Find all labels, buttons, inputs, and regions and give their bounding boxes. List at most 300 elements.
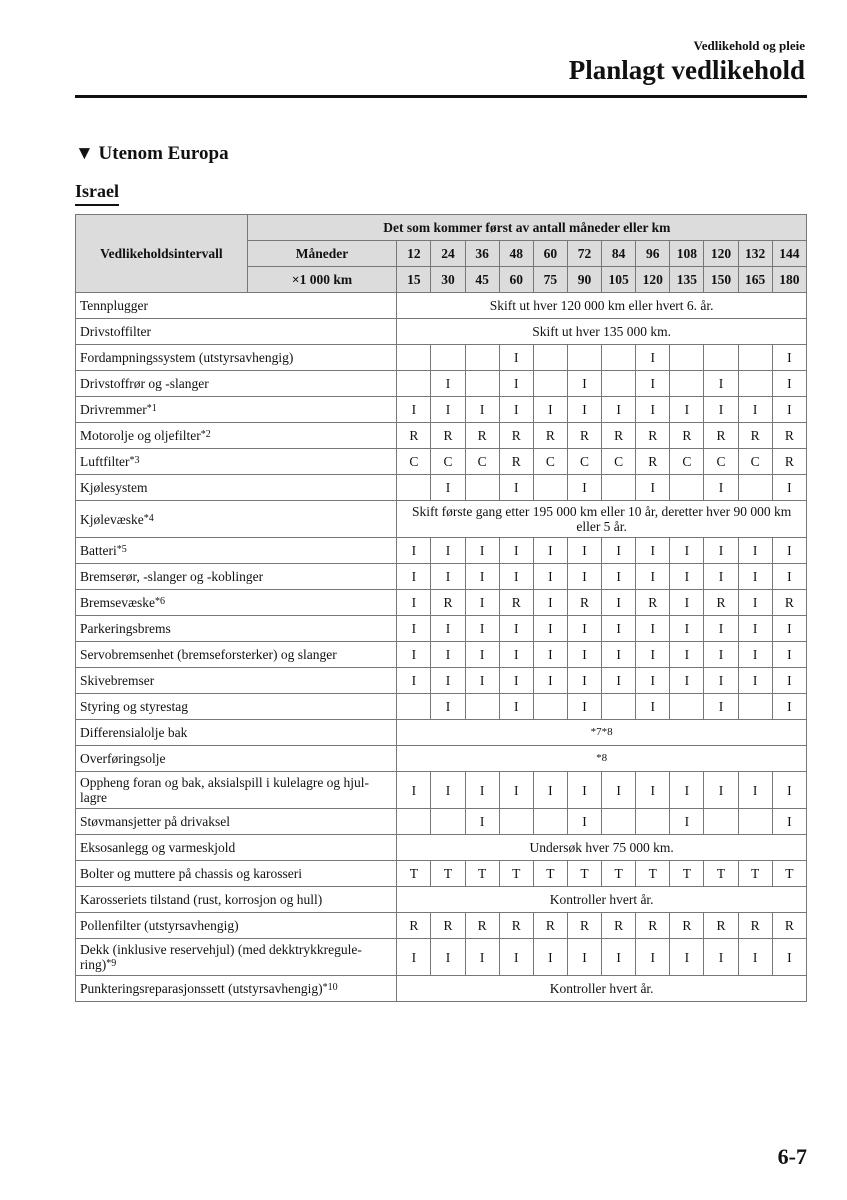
interval-cell: C	[670, 449, 704, 475]
interval-cell: I	[533, 590, 567, 616]
table-row	[76, 720, 807, 746]
interval-cell: I	[567, 397, 601, 423]
interval-cell	[738, 345, 772, 371]
interval-cell: T	[533, 861, 567, 887]
interval-header: Vedlikeholdsintervall	[76, 215, 248, 293]
item-name: Bremserør, -slanger og -koblinger	[80, 569, 264, 584]
interval-cell	[533, 371, 567, 397]
interval-cell: I	[636, 642, 670, 668]
interval-cell: I	[704, 772, 738, 809]
interval-cell: I	[431, 616, 465, 642]
interval-cell: I	[533, 538, 567, 564]
item-name-cell	[76, 371, 397, 397]
interval-cell: R	[567, 590, 601, 616]
interval-cell: T	[738, 861, 772, 887]
item-name-cell	[76, 616, 397, 642]
footnote-ref: *2	[200, 429, 211, 440]
interval-cell: I	[499, 397, 533, 423]
interval-cell: R	[636, 423, 670, 449]
interval-cell: I	[704, 475, 738, 501]
interval-cell	[465, 371, 499, 397]
interval-cell: I	[431, 642, 465, 668]
maintenance-table	[75, 214, 807, 1002]
table-row	[76, 642, 807, 668]
interval-cell: I	[567, 371, 601, 397]
interval-cell: I	[670, 668, 704, 694]
interval-cell	[397, 345, 431, 371]
table-body	[76, 293, 807, 1002]
interval-cell: I	[431, 694, 465, 720]
interval-cell: T	[465, 861, 499, 887]
interval-cell: R	[431, 913, 465, 939]
months-label: Måneder	[247, 241, 397, 267]
interval-cell: R	[636, 449, 670, 475]
table-row	[76, 835, 807, 861]
month-header: 24	[431, 241, 465, 267]
interval-cell: I	[397, 590, 431, 616]
interval-cell: I	[772, 538, 806, 564]
item-name-cell	[76, 475, 397, 501]
interval-cell: I	[431, 397, 465, 423]
interval-cell: T	[567, 861, 601, 887]
interval-cell	[567, 345, 601, 371]
interval-cell	[465, 345, 499, 371]
interval-cell: R	[465, 913, 499, 939]
table-row	[76, 371, 807, 397]
table-row	[76, 397, 807, 423]
item-name-cell	[76, 809, 397, 835]
interval-cell: I	[431, 939, 465, 976]
interval-cell: I	[533, 772, 567, 809]
interval-cell	[738, 694, 772, 720]
item-name: Fordampningssystem (utstyrsavhengig)	[80, 350, 294, 365]
interval-cell: R	[738, 913, 772, 939]
interval-cell: T	[670, 861, 704, 887]
month-header: 120	[704, 241, 738, 267]
interval-cell: I	[499, 345, 533, 371]
interval-cell: I	[670, 564, 704, 590]
interval-cell: R	[397, 423, 431, 449]
item-name: Kjølesystem	[80, 480, 148, 495]
item-name-cell	[76, 976, 397, 1002]
interval-cell	[465, 694, 499, 720]
interval-cell	[602, 371, 636, 397]
km-header: 60	[499, 267, 533, 293]
interval-cell: I	[465, 642, 499, 668]
interval-cell: C	[431, 449, 465, 475]
interval-cell: I	[704, 694, 738, 720]
span-instruction: Kontroller hvert år.	[397, 976, 807, 1002]
span-instruction: Skift ut hver 120 000 km eller hvert 6. år.	[397, 293, 807, 319]
running-header-section: Vedlikehold og pleie	[693, 38, 805, 53]
interval-cell: I	[772, 397, 806, 423]
item-name-cell	[76, 668, 397, 694]
km-header: 180	[772, 267, 806, 293]
item-name-cell	[76, 694, 397, 720]
interval-cell: I	[738, 397, 772, 423]
item-name-cell	[76, 564, 397, 590]
interval-cell: I	[431, 564, 465, 590]
interval-cell: I	[636, 616, 670, 642]
interval-cell: I	[636, 668, 670, 694]
footnote-ref: *5	[116, 544, 127, 555]
footnote-ref: *3	[129, 455, 140, 466]
interval-cell: I	[397, 642, 431, 668]
item-name-cell	[76, 772, 397, 809]
item-name: Drivstoffrør og -slanger	[80, 376, 209, 391]
interval-cell: I	[397, 616, 431, 642]
interval-cell: I	[602, 642, 636, 668]
table-row	[76, 538, 807, 564]
item-name: Pollenfilter (utstyrsavhengig)	[80, 918, 239, 933]
item-name: Støvmansjetter på drivaksel	[80, 814, 230, 829]
interval-cell: C	[533, 449, 567, 475]
interval-cell: I	[772, 809, 806, 835]
table-row	[76, 939, 807, 976]
interval-cell	[602, 475, 636, 501]
interval-cell: I	[567, 475, 601, 501]
month-header: 72	[567, 241, 601, 267]
interval-cell: I	[397, 772, 431, 809]
interval-cell: R	[431, 423, 465, 449]
table-row	[76, 887, 807, 913]
interval-cell: I	[431, 371, 465, 397]
interval-cell: I	[499, 371, 533, 397]
item-name-cell	[76, 939, 397, 976]
table-row	[76, 449, 807, 475]
interval-cell: I	[738, 642, 772, 668]
item-name-cell	[76, 293, 397, 319]
header-rule	[75, 95, 807, 98]
span-instruction: Undersøk hver 75 000 km.	[397, 835, 807, 861]
interval-cell: I	[636, 345, 670, 371]
km-header: 90	[567, 267, 601, 293]
interval-cell: I	[704, 371, 738, 397]
interval-cell: C	[465, 449, 499, 475]
interval-cell: I	[499, 668, 533, 694]
interval-cell: I	[670, 590, 704, 616]
item-name-cell	[76, 642, 397, 668]
item-name: Punkteringsreparasjonssett (utstyrsavhengig)	[80, 981, 323, 996]
interval-cell: I	[636, 694, 670, 720]
item-name: Skivebremser	[80, 673, 155, 688]
interval-cell: I	[670, 538, 704, 564]
item-name: Bolter og muttere på chassis og karosseri	[80, 866, 302, 881]
interval-cell: I	[772, 345, 806, 371]
interval-cell: I	[465, 397, 499, 423]
table-row	[76, 861, 807, 887]
interval-cell	[397, 475, 431, 501]
interval-cell: I	[704, 642, 738, 668]
interval-cell: I	[465, 616, 499, 642]
item-name: Tennplugger	[80, 298, 149, 313]
interval-cell: R	[602, 913, 636, 939]
interval-cell: C	[567, 449, 601, 475]
interval-cell: I	[465, 772, 499, 809]
interval-cell: I	[499, 475, 533, 501]
interval-cell	[397, 371, 431, 397]
month-header: 132	[738, 241, 772, 267]
interval-cell	[533, 345, 567, 371]
interval-cell: I	[499, 538, 533, 564]
interval-cell: I	[738, 668, 772, 694]
month-header: 12	[397, 241, 431, 267]
interval-cell: I	[533, 564, 567, 590]
interval-cell	[397, 694, 431, 720]
interval-cell: I	[397, 538, 431, 564]
interval-cell: I	[567, 642, 601, 668]
interval-cell: I	[567, 772, 601, 809]
km-header: 15	[397, 267, 431, 293]
interval-cell: I	[636, 939, 670, 976]
interval-cell	[602, 694, 636, 720]
interval-cell: I	[567, 809, 601, 835]
month-header: 60	[533, 241, 567, 267]
interval-cell: R	[704, 423, 738, 449]
interval-cell: I	[772, 564, 806, 590]
interval-cell: I	[738, 590, 772, 616]
footnote-note: *7*8	[397, 720, 807, 746]
footnote-ref: *9	[106, 958, 117, 969]
interval-cell: I	[431, 772, 465, 809]
table-row	[76, 976, 807, 1002]
interval-cell: I	[397, 939, 431, 976]
interval-cell: I	[636, 772, 670, 809]
interval-cell: I	[636, 371, 670, 397]
top-header: Det som kommer først av antall måneder eller km	[247, 215, 806, 241]
interval-cell: T	[431, 861, 465, 887]
table-row	[76, 423, 807, 449]
page-title: Planlagt vedlikehold	[568, 55, 805, 85]
interval-cell: I	[465, 564, 499, 590]
interval-cell: I	[670, 809, 704, 835]
interval-cell: I	[533, 642, 567, 668]
interval-cell: C	[704, 449, 738, 475]
interval-cell: I	[636, 564, 670, 590]
interval-cell	[602, 345, 636, 371]
item-name: Overføringsolje	[80, 751, 166, 766]
span-instruction: Skift ut hver 135 000 km.	[397, 319, 807, 345]
month-header: 36	[465, 241, 499, 267]
item-name: Luftfilter	[80, 454, 130, 469]
month-header: 144	[772, 241, 806, 267]
interval-cell: R	[704, 913, 738, 939]
interval-cell: I	[397, 564, 431, 590]
interval-cell	[431, 345, 465, 371]
interval-cell: R	[499, 423, 533, 449]
km-header: 75	[533, 267, 567, 293]
interval-cell	[738, 809, 772, 835]
section-title: ▼ Utenom Europa	[75, 143, 229, 164]
item-name: Drivremmer	[80, 402, 147, 417]
interval-cell: I	[397, 668, 431, 694]
month-header: 108	[670, 241, 704, 267]
table-row	[76, 564, 807, 590]
interval-cell: R	[772, 590, 806, 616]
interval-cell: R	[397, 913, 431, 939]
item-name-cell	[76, 397, 397, 423]
interval-cell: I	[499, 772, 533, 809]
interval-cell: C	[602, 449, 636, 475]
interval-cell: I	[738, 564, 772, 590]
interval-cell: R	[567, 423, 601, 449]
interval-cell	[431, 809, 465, 835]
interval-cell: R	[499, 913, 533, 939]
subsection-title: Israel	[75, 181, 119, 206]
km-header: 105	[602, 267, 636, 293]
interval-cell: I	[670, 772, 704, 809]
interval-cell: I	[602, 564, 636, 590]
interval-cell: I	[465, 809, 499, 835]
interval-cell: I	[567, 939, 601, 976]
interval-cell: R	[670, 423, 704, 449]
interval-cell: I	[602, 397, 636, 423]
item-name: Oppheng foran og bak, aksialspill i kulelagre og hjul-lagre	[80, 775, 370, 805]
km-header: 150	[704, 267, 738, 293]
interval-cell: R	[636, 590, 670, 616]
table-row	[76, 772, 807, 809]
interval-cell	[670, 475, 704, 501]
interval-cell: I	[704, 538, 738, 564]
interval-cell: T	[772, 861, 806, 887]
interval-cell: I	[499, 616, 533, 642]
interval-cell: R	[772, 449, 806, 475]
interval-cell: I	[431, 668, 465, 694]
footnote-ref: *10	[322, 982, 338, 993]
interval-cell: I	[738, 538, 772, 564]
interval-cell: I	[567, 694, 601, 720]
interval-cell: I	[670, 397, 704, 423]
interval-cell	[602, 809, 636, 835]
interval-cell	[738, 371, 772, 397]
table-row	[76, 345, 807, 371]
km-label: ×1 000 km	[247, 267, 397, 293]
table-row	[76, 668, 807, 694]
item-name: Drivstoffilter	[80, 324, 151, 339]
interval-cell: I	[499, 694, 533, 720]
item-name-cell	[76, 538, 397, 564]
interval-cell: I	[602, 590, 636, 616]
interval-cell	[533, 694, 567, 720]
table-row	[76, 501, 807, 538]
month-header: 48	[499, 241, 533, 267]
interval-cell	[465, 475, 499, 501]
item-name-cell	[76, 887, 397, 913]
interval-cell: R	[431, 590, 465, 616]
table-row	[76, 475, 807, 501]
interval-cell: I	[602, 939, 636, 976]
interval-cell: I	[772, 616, 806, 642]
item-name: Bremsevæske	[80, 595, 155, 610]
table-row	[76, 809, 807, 835]
interval-cell: I	[738, 772, 772, 809]
page-number: 6-7	[777, 1144, 807, 1169]
span-instruction: Kontroller hvert år.	[397, 887, 807, 913]
item-name: Motorolje og oljefilter	[80, 428, 201, 443]
interval-cell: T	[397, 861, 431, 887]
item-name-cell	[76, 720, 397, 746]
table-row	[76, 616, 807, 642]
interval-cell: I	[772, 642, 806, 668]
interval-cell: I	[704, 564, 738, 590]
interval-cell: I	[431, 475, 465, 501]
interval-cell: I	[636, 538, 670, 564]
interval-cell	[670, 371, 704, 397]
item-name: Dekk (inklusive reservehjul) (med dekktrykkregule-ring)	[80, 942, 362, 972]
interval-cell: I	[567, 538, 601, 564]
interval-cell: I	[602, 538, 636, 564]
item-name-cell	[76, 423, 397, 449]
interval-cell: I	[738, 616, 772, 642]
table-header	[76, 215, 807, 293]
item-name-cell	[76, 746, 397, 772]
interval-cell: I	[602, 616, 636, 642]
interval-cell: T	[602, 861, 636, 887]
table-row	[76, 746, 807, 772]
interval-cell: I	[772, 772, 806, 809]
interval-cell: I	[772, 694, 806, 720]
interval-cell	[533, 475, 567, 501]
item-name-cell	[76, 501, 397, 538]
table-row	[76, 319, 807, 345]
footnote-note: *8	[397, 746, 807, 772]
interval-cell: R	[704, 590, 738, 616]
km-header: 30	[431, 267, 465, 293]
item-name: Eksosanlegg og varmeskjold	[80, 840, 236, 855]
footnote-ref: *1	[146, 403, 157, 414]
km-header: 165	[738, 267, 772, 293]
interval-cell: I	[533, 397, 567, 423]
interval-cell: R	[772, 913, 806, 939]
interval-cell: I	[670, 642, 704, 668]
interval-cell	[704, 809, 738, 835]
item-name-cell	[76, 835, 397, 861]
km-header: 120	[636, 267, 670, 293]
item-name: Karosseriets tilstand (rust, korrosjon og hull)	[80, 892, 323, 907]
month-header: 84	[602, 241, 636, 267]
item-name: Batteri	[80, 543, 117, 558]
interval-cell: I	[602, 772, 636, 809]
interval-cell: I	[465, 668, 499, 694]
item-name: Kjølevæske	[80, 511, 144, 527]
interval-cell: I	[533, 939, 567, 976]
interval-cell	[499, 809, 533, 835]
interval-cell: R	[738, 423, 772, 449]
table-row	[76, 590, 807, 616]
interval-cell: R	[499, 590, 533, 616]
item-name: Servobremsenhet (bremseforsterker) og slanger	[80, 647, 337, 662]
item-name-cell	[76, 449, 397, 475]
table-row	[76, 913, 807, 939]
footnote-ref: *6	[155, 596, 165, 607]
item-name-cell	[76, 345, 397, 371]
interval-cell: I	[567, 564, 601, 590]
item-name: Parkeringsbrems	[80, 621, 171, 636]
interval-cell: I	[567, 616, 601, 642]
item-name-cell	[76, 319, 397, 345]
interval-cell: T	[704, 861, 738, 887]
item-name: Differensialolje bak	[80, 725, 188, 740]
interval-cell: I	[772, 475, 806, 501]
interval-cell: R	[670, 913, 704, 939]
interval-cell: I	[772, 668, 806, 694]
interval-cell: I	[704, 616, 738, 642]
item-name-cell	[76, 861, 397, 887]
interval-cell: I	[704, 397, 738, 423]
month-header: 96	[636, 241, 670, 267]
interval-cell: I	[636, 475, 670, 501]
interval-cell: I	[499, 939, 533, 976]
